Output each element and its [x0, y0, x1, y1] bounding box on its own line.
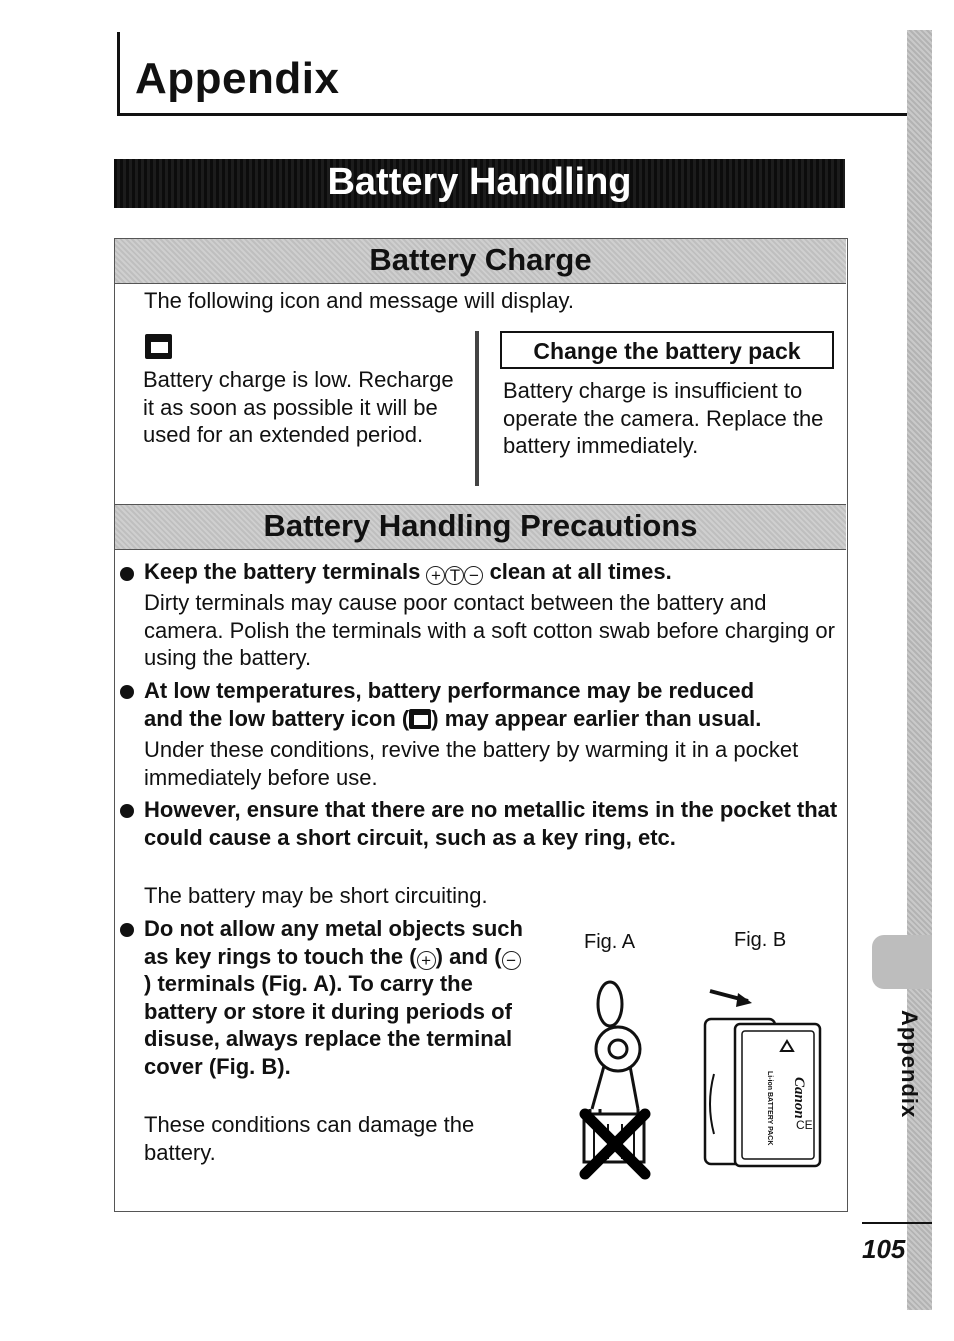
precaution-1-title-start: Keep the battery terminals [144, 559, 421, 584]
precaution-2-title-line2-start: and the low battery icon ( [144, 705, 410, 731]
precaution-2-title-line1: At low temperatures, battery performance may be reduced [144, 678, 755, 703]
fig-a-caption: Fig. A [584, 931, 636, 953]
page-number: 105 [862, 1234, 906, 1264]
change-battery-message: Change the battery pack [500, 331, 834, 369]
minus-terminal-icon: − [464, 566, 483, 585]
change-battery-text: Battery charge is insufficient to operate the camera. Replace the battery immediately. [503, 378, 824, 458]
section-banner: Battery Handling [114, 159, 845, 208]
precaution-3-body: The battery may be short circuiting. [144, 883, 488, 908]
precaution-1-body: Dirty terminals may cause poor contact between the battery and camera. Polish the terminals with a soft cotton swab before charging or using the battery. [144, 590, 835, 670]
battery-charge-intro: The following icon and message will display. [144, 288, 575, 313]
precaution-4-paren-mid: ) and ( [435, 943, 502, 969]
battery-charge-heading: Battery Charge [115, 238, 846, 284]
bullet-icon [120, 923, 134, 937]
precaution-2-title [144, 677, 849, 732]
side-tab [872, 935, 932, 989]
side-tab-label: Appendix [897, 1010, 922, 1119]
precaution-4-body: These conditions can damage the battery. [144, 1112, 475, 1165]
plus-terminal-icon: + [426, 566, 445, 585]
title-rule-vertical [117, 32, 120, 116]
low-battery-text: Battery charge is low. Recharge it as soon as possible it will be used for an extended period. [143, 367, 454, 447]
precaution-2-body: Under these conditions, revive the battery by warming it in a pocket immediately before use. [144, 737, 799, 790]
low-battery-inline-icon [409, 709, 431, 729]
title-rule-horizontal [117, 113, 932, 116]
bullet-icon [120, 567, 134, 581]
minus-terminal-icon: − [502, 951, 521, 970]
precaution-4-paren-open: ( [409, 943, 417, 969]
page-title: Appendix [135, 54, 340, 103]
precaution-2-title-line2-end: ) may appear earlier than usual. [431, 705, 762, 731]
footer-rule [862, 1222, 932, 1224]
precaution-4-title [144, 915, 526, 1080]
battery-with-cover-illustration [700, 979, 825, 1179]
ce-mark-icon: CE [796, 1118, 813, 1132]
plus-terminal-icon: + [417, 951, 436, 970]
battery-model-label: Li-ion BATTERY PACK [766, 1071, 773, 1146]
charge-divider [475, 331, 479, 486]
precaution-4-title-a: Do not allow any metal objects such as key rings to touch the [144, 916, 523, 969]
bullet-icon [120, 804, 134, 818]
precaution-1-title [144, 558, 844, 586]
low-battery-icon [145, 334, 172, 359]
precaution-3-title: However, ensure that there are no metallic items in the pocket that could cause a short circuit, such as a key ring, etc. [144, 797, 838, 850]
precaution-4-title-c: To carry the battery or store it during periods of disuse, always replace the terminal cover (Fig. B). [144, 971, 513, 1079]
bullet-icon [120, 685, 134, 699]
content-box [114, 238, 848, 1212]
battery-brand-label: Canon [791, 1077, 807, 1119]
t-terminal-icon: T [445, 566, 464, 585]
precaution-1-title-end: clean at all times. [489, 559, 672, 584]
fig-b-caption: Fig. B [734, 929, 787, 951]
keys-prohibited-illustration [570, 974, 660, 1184]
precaution-4-paren-close: ) terminals (Fig. A). [144, 971, 343, 996]
precautions-heading: Battery Handling Precautions [115, 504, 846, 550]
